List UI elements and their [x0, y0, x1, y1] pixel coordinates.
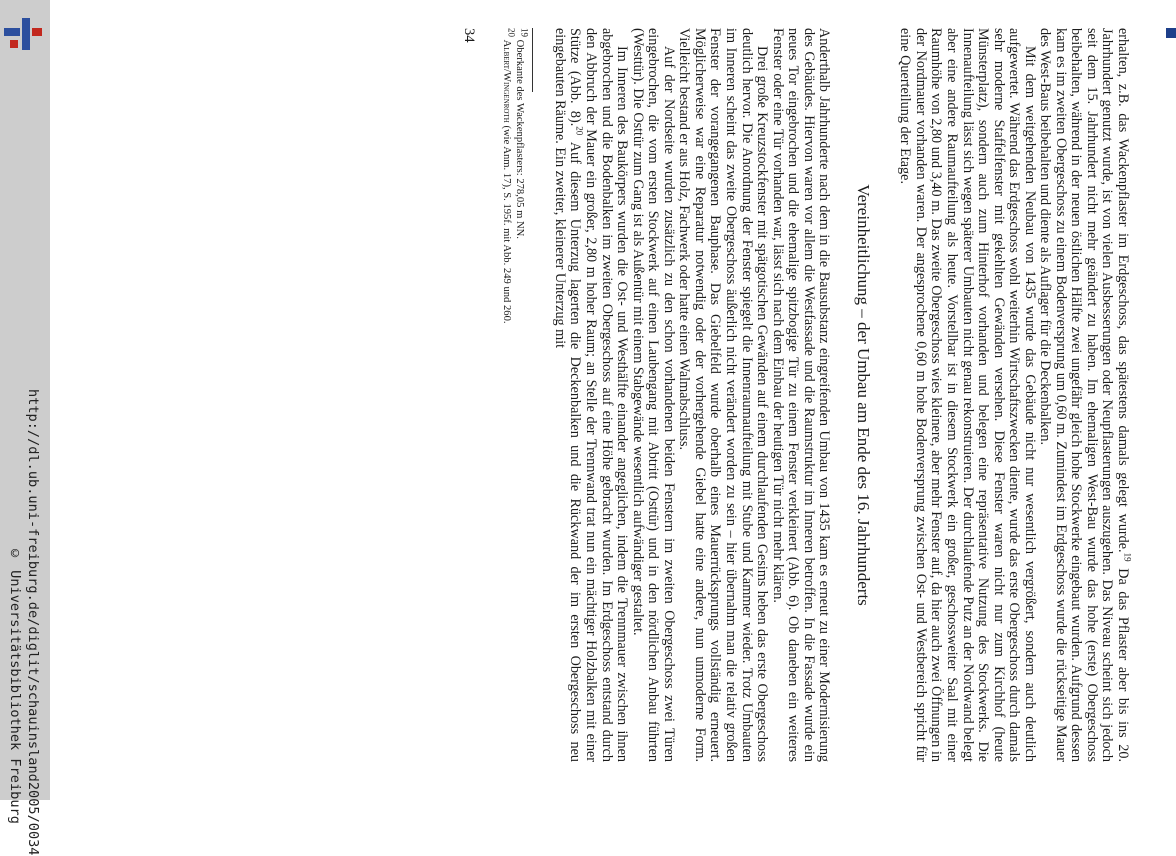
- paragraph: Im Inneren des Baukörpers wurden die Ost- und Westhälfte einander angeglichen, indem die Trennmauer zwischen ihnen abgebrochen und die Bodenbalken im zweiten Obergeschoss auf eine Höhe gebracht wurden. Im Erdgeschoss entstand durch den Abbruch der Mauer ein großer, 2,80 m hoher Raum; an Stelle der Trennwand trat nun ein mächtiger Holzbalken mit einer Stütze (Abb. 8).$^{20}$ Auf diesem Unterzug lagerten die Deckenbalken und die Rückwand der im ersten Obergeschoss neu eingebauten Räume. Ein zweiter, kleinerer Unterzug mit: [551, 28, 631, 762]
- footnote-ref[interactable]: 19: [1122, 552, 1133, 562]
- section-heading: Vereinheitlichung – der Umbau am Ende des 16. Jahrhunderts: [853, 184, 873, 606]
- page-number: 34: [461, 28, 478, 43]
- page-corner-marker: [1166, 28, 1176, 38]
- footnote: $^{20}$ Albert/Wingenroth (wie Anm. 17), S. 195f. mit Abb. 249 und 260.: [501, 28, 517, 324]
- copyright-notice: © Universitätsbibliothek Freiburg: [7, 546, 23, 824]
- source-url[interactable]: http://dl.ub.uni-freiburg.de/diglit/schauinsland2005/0034: [25, 389, 41, 856]
- footnote: $^{19}$ Oberkante des Wackenpflasters: 278,05 m NN.: [514, 28, 530, 239]
- paragraph: Auf der Nordseite wurden zusätzlich zu den schon vorhandenen beiden Fenstern im zweiten Obergeschoss zwei Türen eingebrochen, die vom ersten Stockwerk auf einen Laubengang mit Abtritt (Osttür) und in den nördlichen Anbau führten (Westtür). Die Osttür zum Gang ist als Außentür mit einem Stabgewände wesentlich aufwändiger gestaltet.: [629, 28, 677, 762]
- paragraph: Drei große Kreuzstockfenster mit spätgotischen Gewänden auf einem durchlaufenden Gesims heben das erste Obergeschoss deutlich hervor. Die Anordnung der Fenster spiegelt die Innenraumaufteilung mit Stube und Kammer wieder. Trotz Umbauten im Inneren scheint das zweite Obergeschoss äußerlich nicht verändert worden zu sein – hier übernahm man die relativ großen Fenster der vorangegangenen Bauphase. Das Giebelfeld wurde oberhalb eines Mauerrücksprungs vollständig erneuert. Möglicherweise war eine Reparatur notwendig oder der vorhergehende Giebel hatte eine andere, nun unmoderne Form. Vielleicht bestand er aus Holz, Fachwerk oder hatte einen Walmabschluss.: [676, 28, 771, 762]
- footnote-ref[interactable]: 20: [575, 126, 586, 136]
- library-logo-icon[interactable]: [4, 18, 44, 52]
- document-page: [50, 10, 1133, 770]
- paragraph: Mit dem weitgehenden Neubau von 1435 wurde das Gebäude nicht nur wesentlich vergrößert, sondern auch deutlich aufgewertet. Während das Erdgeschoss wohl weiterhin Wirtschaftszwecken diente, wurde das erste Obergeschoss durch damals sehr moderne Staffelfenster mit gekehlten Gewänden versehen. Diese Fenster waren nicht nur zum Kirchhof (heute Münsterplatz), sondern auch zum Hinterhof vorhanden und belegen eine repräsentative Nutzung des Stockwerks. Die Innenaufteilung lässt sich wegen späterer Umbauten nicht genau rekonstruieren. Der durchlaufende Putz an der Nordwand belegt aber eine andere Raumaufteilung als heute. Vorstellbar ist in diesem Stockwerk ein großer, geschossweiter Saal mit einer Raumhöhe von 2,80 und 3,40 m. Das zweite Obergeschoss wies kleinere, aber mehr Fenster auf, da hier auch zwei Öffnungen in der Nordmauer vorhanden waren. Der angesprochene 0,60 m hohe Bodenversprung zwischen Ost- und Westbereich spricht für eine Querteilung der Etage.: [897, 28, 1038, 762]
- paragraph: erhalten, z.B. das Wackenpflaster im Erdgeschoss, das spätestens damals gelegt wurde.$^{19}$ Da das Pflaster aber bis ins 20. Jahrhundert genutzt wurde, ist von vielen Ausbesserungen oder Neupflasterungen auszugehen. Das Niveau scheint sich jedoch seit dem 15. Jahrhundert nicht mehr geändert zu haben. Im ehemaligen West-Bau wurde das hohe (erste) Obergeschoss beibehalten, während in der neuen östlichen Hälfte zwei ungefähr gleich hohe Stockwerke eingebaut wurden. Aufgrund dessen kam es im zweiten Obergeschoss zu einem Bodenversprung um 0,60 m. Zumindest im Erdgeschoss wurde die rückseitige Mauer des West-Baus beibehalten und diente als Auflager für die Deckenbalken.: [1037, 28, 1133, 763]
- footnote-divider: [532, 28, 533, 92]
- paragraph: Anderthalb Jahrhunderte nach dem in die Bausubstanz eingreifenden Umbau von 1435 kam es erneut zu einer Modernisierung des Gebäudes. Hiervon waren vor allem die Westfassade und die Raumstruktur im Inneren betroffen. In die Fassade wurde ein neues Tor eingebrochen und die ehemalige spitzbogige Tür zu einem Fenster verkleinert (Abb. 6). Ob daneben ein weiteres Fenster oder eine Tür vorhanden war, lässt sich nach dem Einbau der heutigen Tür nicht mehr klären.: [769, 28, 833, 762]
- viewer-sidebar: [0, 0, 50, 856]
